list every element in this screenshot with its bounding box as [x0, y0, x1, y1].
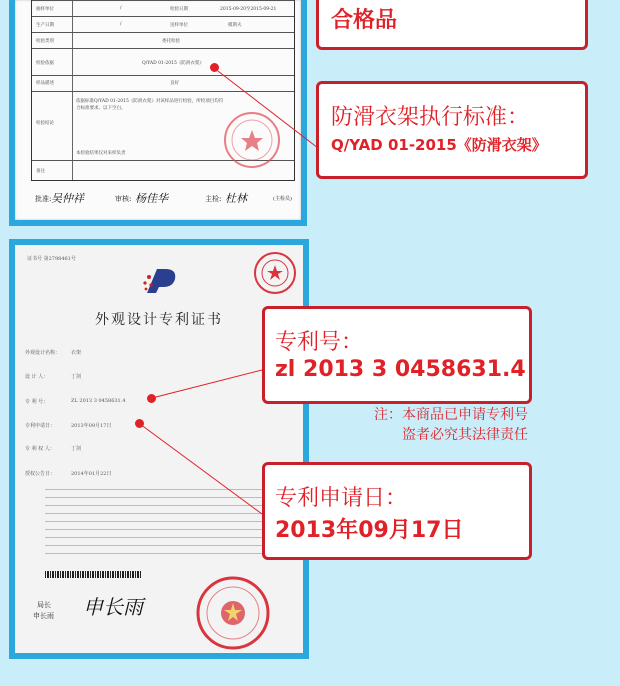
patent-field-label: 授权公告日： — [25, 471, 56, 477]
patent-field-value: 丁剑 — [71, 374, 82, 380]
report-row-label: 备注 — [36, 169, 45, 174]
report-row-label: 检验结论 — [36, 121, 54, 126]
signature-role: 批准: — [35, 195, 52, 203]
signature-inspector: 杜林 — [225, 192, 247, 205]
standard-code: Q/YAD 01-2015《防滑衣架》 — [331, 136, 547, 154]
patent-number: zl 2013 3 0458631.4 — [275, 357, 526, 382]
report-row-label: 样品描述 — [36, 81, 54, 86]
signature-approver: 吴仲祥 — [51, 192, 84, 205]
patent-field-value: 丁剑 — [71, 446, 82, 452]
patent-field-value: 2014年01月22日 — [71, 471, 112, 477]
director-label: 局长 — [37, 601, 51, 609]
report-row-value: / — [120, 22, 122, 27]
patent-field-label: 专 利 权 人： — [25, 446, 55, 452]
report-row-value: / — [120, 6, 122, 11]
patent-note-line2: 盗者必究其法律责任 — [402, 427, 528, 443]
report-conclusion: 依据标准Q/YAD 01-2015《防滑衣架》对该样品进行检验，所检项目均符合标准要求。以下空白。 — [76, 99, 224, 111]
patent-field-label: 专 利 号： — [25, 399, 49, 405]
report-unit-value: 模斯夫 — [228, 23, 242, 28]
signature-reviewer: 杨佳华 — [135, 192, 168, 205]
report-date-value: 2015-09-20至2015-09-21 — [220, 7, 277, 12]
qualified-callout — [316, 0, 588, 50]
standard-title: 防滑衣架执行标准： — [331, 105, 530, 130]
signature-role: 主检: — [205, 195, 222, 203]
qualified-label: 合格品 — [331, 8, 398, 33]
signature-tag: (主检员) — [273, 196, 292, 202]
patent-number-title: 专利号： — [275, 330, 364, 355]
filing-date: 2013年09月17日 — [275, 518, 464, 543]
signature-role: 审核: — [115, 195, 132, 203]
marker-dot — [210, 63, 219, 72]
report-footnote: 本检验结果仅对来样负责 — [76, 151, 126, 156]
director-signature: 申长雨 — [83, 595, 143, 619]
director-name-label: 申长雨 — [33, 612, 54, 620]
patent-note-line1: 注：本商品已申请专利号 — [374, 407, 528, 423]
report-row-value: Q/YAD 01-2015《防滑衣架》 — [142, 61, 204, 66]
patent-filing-date-value: 2013年09月17日 — [71, 423, 112, 429]
patent-title: 外观设计专利证书 — [95, 312, 223, 328]
marker-dot — [135, 419, 144, 428]
report-row-label: 抽样单位 — [36, 7, 54, 12]
patent-field-label: 设 计 人： — [25, 374, 49, 380]
marker-dot — [147, 394, 156, 403]
report-row-label: 检验依据 — [36, 61, 54, 66]
patent-field-label: 专利申请日： — [25, 423, 56, 429]
report-row-label: 生产日期 — [36, 23, 54, 28]
patent-number-callout — [262, 306, 532, 404]
report-row-label: 检验类别 — [36, 39, 54, 44]
filing-date-title: 专利申请日： — [275, 486, 408, 511]
report-row-value: 委托检验 — [162, 39, 180, 44]
report-unit-label: 送样单位 — [170, 23, 188, 28]
patent-field-value: 衣架 — [71, 350, 82, 356]
patent-field-label: 外观设计名称： — [25, 350, 61, 356]
report-row-value: 良好 — [170, 81, 179, 86]
patent-number-value: ZL 2013 3 0458631.4 — [71, 398, 126, 404]
filing-date-callout — [262, 462, 532, 560]
standard-callout — [316, 81, 588, 179]
patent-serial: 证书号 第2798461号 — [27, 256, 76, 262]
report-date-label: 检验日期 — [170, 7, 188, 12]
